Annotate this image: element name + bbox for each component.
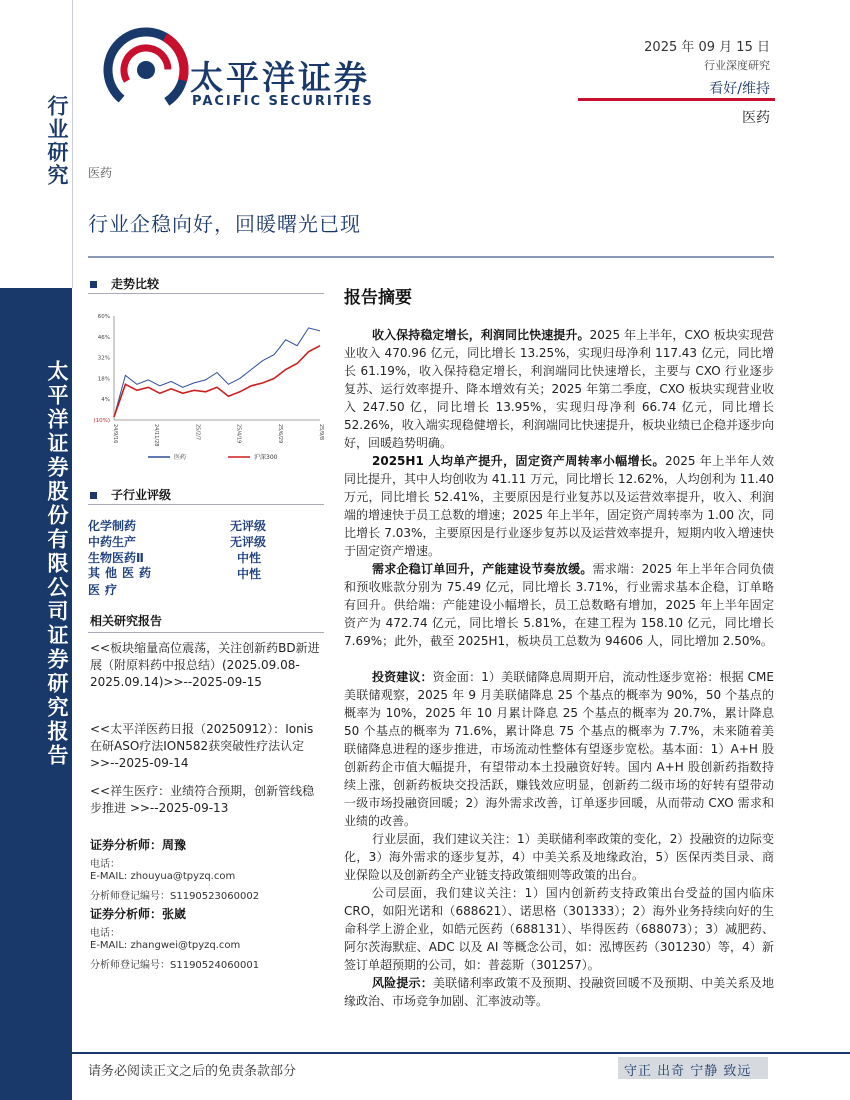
para-lead: 投资建议： [372,670,433,684]
para-lead: 收入保持稳定增长，利润同比快速提升。 [372,328,590,342]
chart-x-tick-label: 24/9/16 [112,424,118,444]
analyst-phone: 电话： [90,928,120,939]
chart-x-tick-label: 25/4/19 [235,424,242,444]
trend-heading-text: 走势比较 [111,277,160,291]
subsector-rating: 无评级 [230,519,267,533]
subsector-rating: 中性 [237,551,262,565]
report-type: 行业深度研究 [704,59,770,72]
chart-y-tick-label: 46% [97,334,110,341]
header-divider [578,98,775,101]
chart-y-tick-label: 32% [97,355,110,362]
subsector-heading-text: 子行业评级 [111,488,172,502]
analyst-name: 证券分析师：张崴 [90,907,187,921]
related-report-link[interactable]: <<祥生医疗：业绩符合预期，创新管线稳步推进 >>--2025-09-13 [90,784,315,815]
subsector-rating: 中性 [237,567,262,581]
analyst-email[interactable]: E-MAIL: zhouyua@tpyzq.com [90,871,236,882]
title-divider [88,256,774,258]
analyst-name: 证券分析师：周豫 [90,838,187,852]
footer-disclaimer: 请务必阅读正文之后的免责条款部分 [88,1064,297,1079]
subsector-heading [90,486,171,503]
abstract-paragraph-6 [344,884,774,974]
para-text: 美联储利率政策不及预期、投融资回暖不及预期、中美关系及地缘政治、市场竞争加剧、汇率波动等。 [344,976,774,1008]
chart-x-tick-label: 25/6/29 [276,424,283,444]
related-report-link[interactable]: <<太平洋医药日报（20250912）：Ionis在研ASO疗法ION582获突破性疗法认定>>--2025-09-14 [90,722,314,770]
para-text: 2025 年上半年，CXO 板块实现营业收入 470.96 亿元，同比增长 13.25%，实现归母净利 117.43 亿元，同比增长 61.19%，收入保持稳定增长，利润端同比快速增长，主要与 CXO 行业逐步复苏、运行效率提升、降本增效有关；2025 年第二季度，CXO 板块实现营业收入 247.50 亿，同比增长 13.95%，实现归母净利 66.74 亿元，同比增长 52.26%，收入端实现稳健增长，利润端同比快速提升，板块业绩已企稳并逐步向好，回暖趋势明确。 [344,328,774,450]
subsector-name: 生物医药Ⅱ [88,551,144,565]
subsector-name: 化学制药 [88,519,137,533]
abstract-paragraph-7 [344,974,774,1010]
header-sector: 医药 [742,110,770,126]
analyst-reg-number: 分析师登记编号：S1190523060002 [90,891,260,902]
trend-chart [88,308,324,466]
logo-text-en: PACIFIC SECURITIES [192,94,374,109]
chart-series-line-pharma [114,328,320,417]
bullet-square-icon [90,492,97,499]
abstract-paragraph-1 [344,326,774,452]
trend-heading [90,275,159,292]
chart-x-tick-label: 25/2/7 [194,424,201,441]
analyst-phone: 电话： [90,859,120,870]
chart-y-tick-label: (10%) [93,418,110,424]
rating-label: 看好/维持 [709,81,770,97]
para-text: 需求端：2025 年上半年合同负债和预收账款分别为 75.49 亿元，同比增长 3.71%，行业需求基本企稳，订单略有回升。供给端：产能建设小幅增长，员工总数略有增加，2025 年上半年固定资产为 472.74 亿元，同比增长 5.81%，在建工程为 158.10 亿元，同比增长 7.69%；此外，截至 2025H1，板块员工总数为 94606 人，同比增加 2.50%。 [344,562,774,648]
trend-divider [88,293,324,294]
subsector-rating: 无评级 [230,535,267,549]
bullet-square-icon [90,281,97,288]
chart-legend-label: 医药 [174,454,187,461]
abstract-paragraph-2 [344,452,774,560]
para-lead: 2025H1 人均单产提升，固定资产周转率小幅增长。 [372,454,665,468]
footer-divider [72,1052,850,1054]
chart-y-tick-label: 4% [101,397,110,404]
abstract-paragraph-5 [344,830,774,884]
analyst-reg-number: 分析师登记编号：S1190524060001 [90,960,260,971]
subsector-name: 中药生产 [88,535,137,549]
side-label-company: 太平洋证券股份有限公司证券研究报告 [45,360,69,768]
subsector-divider [88,504,324,505]
para-text: 资金面：1）美联储降息周期开启，流动性逐步宽裕：根据 CME 美联储观察，2025 年 9 月美联储降息 25 个基点的概率为 90%，50 个基点的概率为 10%，2025 年 10 月累计降息 25 个基点的概率为 20.7%，累计降息 50 个基点的概率为 71.6%，累计降息 75 个基点的概率为 7.7%，未来随着美联储降息进程的逐步推进，市场流动性整体有望逐步宽松。基本面：1）A+H 股创新药企市值大幅提升，有望带动本土投融资好转。国内 A+H 股创新药指数持续上涨，创新药板块交投活跃，赚钱效应明显，创新药二级市场的好转有望带动一级市场投融资回暖；2）海外需求改善，订单逐步回暖，从而带动 CXO 需求和业绩的改善。 [344,670,774,828]
related-heading: 相关研究报告 [90,614,163,628]
para-text: 行业层面，我们建议关注：1）美联储利率政策的变化，2）投融资的边际变化，3）海外需求的逐步复苏，4）中美关系及地缘政治，5）医保丙类目录、商业保险以及创新药全产业链支持政策细则等政策的出台。 [344,832,774,882]
page-title: 行业企稳向好，回暖曙光已现 [88,212,361,236]
report-date: 2025 年 09 月 15 日 [644,40,770,55]
abstract-heading: 报告摘要 [344,288,412,308]
para-lead: 风险提示： [372,976,433,990]
chart-x-tick-label: 24/11/28 [153,424,160,447]
sector-tag: 医药 [88,166,113,180]
abstract-paragraph-3 [344,560,774,650]
logo-text-cn: 太平洋证券 [190,58,370,97]
footer-motto: 守正 出奇 宁静 致远 [624,1064,752,1079]
para-text: 公司层面，我们建议关注：1）国内创新药支持政策出台受益的国内临床 CRO，如阳光诺和（688621）、诺思格（301333）；2）海外业务持续向好的生命科学上游企业，如皓元医药（688131）、毕得医药（688073）；3）减肥药、阿尔茨海默症、ADC 以及 AI 等概念公司，如：泓博医药（301230）等，4）新签订单超预期的公司，如：普蕊斯（301257）。 [344,886,774,972]
chart-y-tick-label: 18% [97,376,110,383]
chart-x-tick-label: 25/9/8 [318,424,324,441]
chart-y-tick-label: 60% [97,314,110,320]
chart-legend-label: 沪深300 [254,454,278,461]
related-divider [88,632,324,633]
subsector-name: 其他医药医疗 [88,566,157,597]
analyst-email[interactable]: E-MAIL: zhangwei@tpyzq.com [90,940,241,951]
abstract-paragraph-4 [344,668,774,830]
side-label-industry-research: 行业研究 [45,95,69,187]
related-report-link[interactable]: <<板块缩量高位震荡，关注创新药BD新进展（附原料药中报总结）(2025.09.08-2025.09.14)>>--2025-09-15 [90,641,320,689]
para-text: 2025 年上半年人效同比提升，其中人均创收为 41.11 万元，同比增长 12.62%，人均创利为 11.40 万元，同比增长 52.41%，主要原因是行业复苏以及运营效率提升，收入、利润端的增速快于员工总数的增速；2025 年上半年，固定资产周转率为 1.00 次，同比增长 7.03%，主要原因是行业逐步复苏以及运营效率提升，短期内收入增速快于固定资产增速。 [344,454,774,558]
para-lead: 需求企稳订单回升，产能建设节奏放缓。 [372,562,593,576]
company-logo-icon [98,18,198,118]
